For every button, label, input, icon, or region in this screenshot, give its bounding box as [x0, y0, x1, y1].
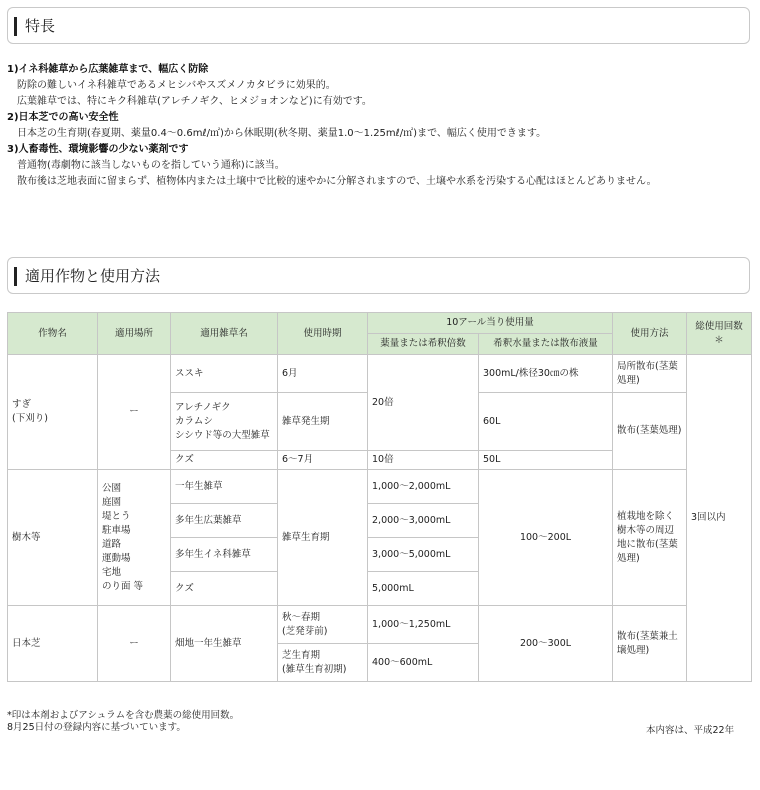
feature-text: 広葉雑草では、特にキク科雑草(アレチノギク、ヒメジョオンなど)に有効です。: [17, 96, 372, 107]
footnote: *印は本剤およびアシュラムを含む農薬の総使用回数。 8月25日付の登録内容に基づいています。: [7, 710, 240, 733]
header-site: 適用場所: [98, 313, 171, 355]
section-title: 特長: [25, 17, 56, 35]
cell-water: 300mL/株径30㎝の株: [479, 355, 613, 393]
feature-text: 普通物(毒劇物に該当しないものを指していう通称)に該当。: [17, 160, 285, 171]
features-list: [7, 62, 752, 190]
feature-heading: 2)日本芝での高い安全性: [7, 112, 119, 123]
cell-timing: 6月: [278, 355, 368, 393]
cell-dose: 20倍: [368, 355, 479, 451]
header-method: 使用方法: [613, 313, 687, 355]
cell-weed: 畑地一年生雑草: [171, 606, 278, 682]
table-row: [8, 606, 752, 644]
cell-crop: 日本芝: [8, 606, 98, 682]
table-row: [8, 355, 752, 393]
registration-basis-note: 本内容は、平成22年: [646, 725, 735, 736]
cell-weed: アレチノギク カラムシ シシウド等の大型雑草: [171, 393, 278, 451]
cell-water: 100〜200L: [479, 470, 613, 606]
cell-method: 散布(茎葉処理): [613, 393, 687, 470]
cell-dose: 1,000〜1,250mL: [368, 606, 479, 644]
cell-site: ー: [98, 606, 171, 682]
table-row: [8, 470, 752, 504]
cell-timing: 雑草発生期: [278, 393, 368, 451]
header-timing: 使用時期: [278, 313, 368, 355]
cell-weed: ススキ: [171, 355, 278, 393]
section-accent-bar: [14, 267, 17, 286]
cell-weed: 一年生雑草: [171, 470, 278, 504]
feature-text: 散布後は芝地表面に留まらず、植物体内または土壌中で比較的速やかに分解されますので、土壌や水系を汚染する心配はほとんどありません。: [17, 176, 657, 187]
cell-method: 植栽地を除く樹木等の周辺地に散布(茎葉処理): [613, 470, 687, 606]
cell-weed: 多年生イネ科雑草: [171, 538, 278, 572]
cell-water: 60L: [479, 393, 613, 451]
cell-site: ー: [98, 355, 171, 470]
header-total: 総使用回数 ＊: [687, 313, 752, 355]
cell-crop: すぎ (下刈り): [8, 355, 98, 470]
cell-water: 50L: [479, 451, 613, 470]
cell-timing: 雑草生育期: [278, 470, 368, 606]
feature-heading: 3)人畜毒性、環境影響の少ない薬剤です: [7, 144, 189, 155]
header-weed: 適用雑草名: [171, 313, 278, 355]
section-accent-bar: [14, 17, 17, 36]
cell-dose: 1,000〜2,000mL: [368, 470, 479, 504]
feature-heading: 1)イネ科雑草から広葉雑草まで、幅広く防除: [7, 64, 209, 75]
cell-timing: 秋〜春期 (芝発芽前): [278, 606, 368, 644]
cell-weed: 多年生広葉雑草: [171, 504, 278, 538]
section-title: 適用作物と使用方法: [25, 267, 161, 285]
cell-crop: 樹木等: [8, 470, 98, 606]
header-crop: 作物名: [8, 313, 98, 355]
cell-timing: 6〜7月: [278, 451, 368, 470]
header-per-10a: 10アール当り使用量: [368, 313, 613, 334]
cell-water: 200〜300L: [479, 606, 613, 682]
cell-dose: 3,000〜5,000mL: [368, 538, 479, 572]
usage-table: [7, 312, 752, 682]
cell-dose: 2,000〜3,000mL: [368, 504, 479, 538]
section-header-usage: [7, 257, 750, 294]
cell-dose: 5,000mL: [368, 572, 479, 606]
cell-total: 3回以内: [687, 355, 752, 682]
cell-weed: クズ: [171, 572, 278, 606]
feature-text: 日本芝の生育期(春夏期、薬量0.4〜0.6mℓ/㎡)から休眠期(秋冬期、薬量1.0〜1.25mℓ/㎡)まで、幅広く使用できます。: [17, 128, 547, 139]
section-header-features: [7, 7, 750, 44]
cell-method: 散布(茎葉兼土壌処理): [613, 606, 687, 682]
cell-dose: 10倍: [368, 451, 479, 470]
cell-site: 公園 庭園 堤とう 駐車場 道路 運動場 宅地 のり面 等: [98, 470, 171, 606]
cell-method: 局所散布(茎葉処理): [613, 355, 687, 393]
cell-weed: クズ: [171, 451, 278, 470]
header-dose: 薬量または希釈倍数: [368, 334, 479, 355]
cell-timing: 芝生育期 (雑草生育初期): [278, 644, 368, 682]
feature-text: 防除の難しいイネ科雑草であるメヒシバやスズメノカタビラに効果的。: [17, 80, 336, 91]
cell-dose: 400〜600mL: [368, 644, 479, 682]
header-water: 希釈水量または散布液量: [479, 334, 613, 355]
